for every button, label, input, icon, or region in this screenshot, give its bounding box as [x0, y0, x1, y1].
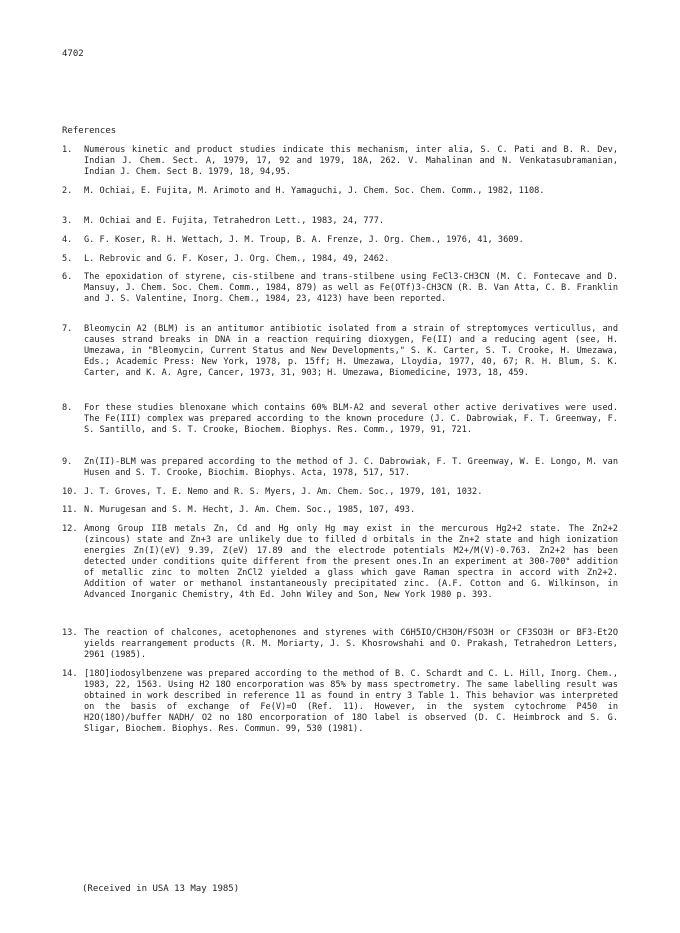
reference-number: 1.: [62, 145, 73, 155]
reference-text: [18O]iodosylbenzene was prepared according to the method of B. C. Schardt and C. L. Hill, Inorg. Chem., 1983, 22, 1563. Using H2 18O encorporation was 85% by mass spectrometry. The same labelling result was obtained in work described in reference 11 as found in entry 3 Table 1. This behavior was interpreted on the basis of exchange of Fe(V)=O (Ref. 11). However, in the system cytochrome P450 in H2O(18O)/buffer NADH/ O2 no 18O encorporation of 18O label is observed (D. C. Heimbrock and S. G. Sligar, Biochem. Biophys. Res. Commun. 99, 530 (1981).: [84, 669, 618, 734]
reference-number: 14.: [62, 669, 78, 679]
reference-text: Numerous kinetic and product studies indicate this mechanism, inter alia, S. C. Pati and B. R. Dev, Indian J. Chem. Sect. A, 1979, 17, 92 and 1979, 18A, 262. V. Mahalinan and N. Venkatasubramanian, Indian J. Chem. Sect B. 1979, 18, 94,95.: [84, 145, 618, 177]
reference-text: Zn(II)-BLM was prepared according to the method of J. C. Dabrowiak, F. T. Greenway, W. E. Longo, M. van Husen and S. T. Crooke, Biochim. Biophys. Acta, 1978, 517, 517.: [84, 457, 618, 478]
reference-number: 9.: [62, 457, 73, 467]
references-heading: References: [62, 126, 117, 136]
reference-text: N. Murugesan and S. M. Hecht, J. Am. Chem. Soc., 1985, 107, 493.: [84, 505, 416, 515]
reference-number: 6.: [62, 272, 73, 282]
reference-text: M. Ochiai and E. Fujita, Tetrahedron Lett., 1983, 24, 777.: [84, 216, 385, 226]
reference-text: The reaction of chalcones, acetophenones and styrenes with C6H5IO/CH3OH/FSO3H or CF3SO3H or BF3-Et2O yields rearrangement products (R. M. Moriarty, J. S. Khosrowshahi and O. Prakash, Tetrahedron Letters, 2961 (1985).: [84, 628, 618, 660]
reference-number: 5.: [62, 254, 73, 264]
received-date: (Received in USA 13 May 1985): [82, 884, 240, 894]
reference-text: J. T. Groves, T. E. Nemo and R. S. Myers, J. Am. Chem. Soc., 1979, 101, 1032.: [84, 487, 483, 497]
reference-number: 3.: [62, 216, 73, 226]
reference-number: 10.: [62, 487, 78, 497]
reference-text: Among Group IIB metals Zn, Cd and Hg only Hg may exist in the mercurous Hg2+2 state. The Zn2+2 (zincous) state and Zn+3 are unlikely due to filled d orbitals in the Zn+2 state and high ionization energies Zn(I)(eV) 9.39, Z(eV) 17.89 and the electrode potentials M2+/M(V)-0.763. Zn2+2 has been detected under conditions quite different from the present ones.In an experiment at 300-700° addition of metallic zinc to molten ZnCl2 yielded a glass which gave Raman spectra in accord with Zn2+2. Addition of water or methanol instantaneously precipitated zinc. (A.F. Cotton and G. Wilkinson, in Advanced Inorganic Chemistry, 4th Ed. John Wiley and Son, New York 1980 p. 393.: [84, 524, 618, 600]
reference-number: 7.: [62, 324, 73, 334]
reference-text: G. F. Koser, R. H. Wettach, J. M. Troup, B. A. Frenze, J. Org. Chem., 1976, 41, 3609.: [84, 235, 524, 245]
reference-number: 11.: [62, 505, 78, 515]
reference-text: Bleomycin A2 (BLM) is an antitumor antibiotic isolated from a strain of streptomyces verticullus, and causes strand breaks in DNA in a reaction requiring dioxygen, Fe(II) and a reducing agent (see, H. Umezawa, in "Bleomycin, Current Status and New Developments," S. K. Carter, S. T. Crooke, H. Umezawa, Eds.; Academic Press: New York, 1978, p. 15ff; H. Umezawa, Lloydia, 1977, 40, 67; R. H. Blum, S. K. Carter, and K. A. Agre, Cancer, 1973, 31, 903; H. Umezawa, Biomedicine, 1973, 18, 459.: [84, 324, 618, 378]
reference-text: M. Ochiai, E. Fujita, M. Arimoto and H. Yamaguchi, J. Chem. Soc. Chem. Comm., 1982, 1108.: [84, 186, 545, 196]
reference-text: L. Rebrovic and G. F. Koser, J. Org. Chem., 1984, 49, 2462.: [84, 254, 390, 264]
reference-number: 13.: [62, 628, 78, 638]
reference-text: The epoxidation of styrene, cis-stilbene and trans-stilbene using FeCl3-CH3CN (M. C. Fontecave and D. Mansuy, J. Chem. Soc. Chem. Comm., 1984, 879) as well as Fe(OTf)3-CH3CN (R. B. Van Atta, C. B. Franklin and J. S. Valentine, Inorg. Chem., 1984, 23, 4123) have been reported.: [84, 272, 618, 304]
reference-number: 12.: [62, 524, 78, 534]
reference-number: 2.: [62, 186, 73, 196]
reference-number: 8.: [62, 403, 73, 413]
reference-text: For these studies blenoxane which contains 60% BLM-A2 and several other active derivatives were used. The Fe(III) complex was prepared according to the known procedure (J. C. Dabrowiak, F. T. Greenway, F. S. Santillo, and S. T. Crooke, Biochem. Biophys. Res. Comm., 1979, 91, 721.: [84, 403, 618, 435]
reference-number: 4.: [62, 235, 73, 245]
page-number: 4702: [62, 49, 84, 59]
